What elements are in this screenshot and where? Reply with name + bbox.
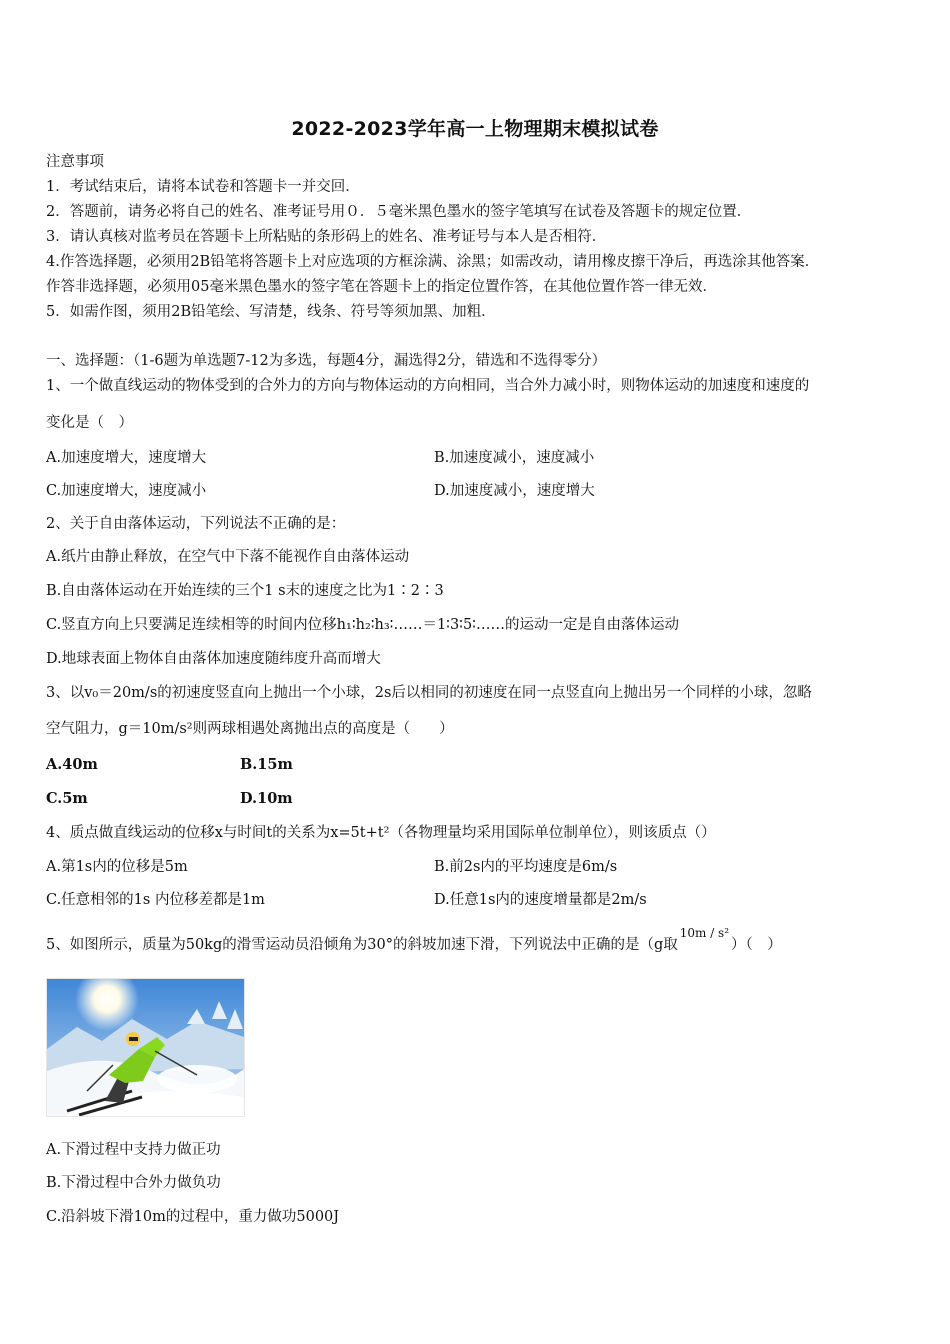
skier-photo [46, 978, 245, 1117]
q1-option-a: A.加速度增大，速度增大 [46, 450, 207, 466]
notice-item-5: 5．如需作图，须用2B铅笔绘、写清楚，线条、符号等须加黑、加粗． [46, 304, 496, 320]
notice-heading: 注意事项 [46, 154, 104, 170]
q3-option-d: D.10m [240, 790, 293, 807]
q1-option-b: B.加速度减小，速度减小 [434, 450, 595, 466]
notice-item-1: 1．考试结束后，请将本试卷和答题卡一并交回． [46, 179, 360, 195]
section-heading: 一、选择题：（1-6题为单选题7-12为多选，每题4分，漏选得2分，错选和不选得零分） [46, 353, 607, 369]
q1-option-d: D.加速度减小，速度增大 [434, 483, 595, 499]
q3-stem-line2: 空气阻力，g＝10m/s²则两球相遇处离抛出点的高度是（ ） [46, 721, 454, 737]
notice-item-4-cont: 作答非选择题，必须用05毫米黑色墨水的签字笔在答题卡上的指定位置作答，在其他位置作答一律无效． [46, 279, 717, 295]
q4-option-d: D.任意1s内的速度增量都是2m/s [434, 892, 647, 908]
q3-option-c: C.5m [46, 790, 88, 807]
q2-stem: 2、关于自由落体运动，下列说法不正确的是： [46, 516, 346, 532]
q4-stem: 4、质点做直线运动的位移x与时间t的关系为x=5t+t²（各物理量均采用国际单位制单位），则该质点（） [46, 825, 716, 841]
q3-option-a: A.40m [46, 756, 98, 773]
q4-option-c: C.任意相邻的1s 内位移差都是1m [46, 892, 265, 908]
q5-option-b: B.下滑过程中合外力做负功 [46, 1175, 221, 1191]
q3-stem-line1: 3、以v₀＝20m/s的初速度竖直向上抛出一个小球，2s后以相同的初速度在同一点竖直向上抛出另一个同样的小球，忽略 [46, 685, 812, 701]
q4-option-a: A.第1s内的位移是5m [46, 859, 188, 875]
q1-stem-line2: 变化是（ ） [46, 415, 133, 431]
q5-unit: 10m / s² [679, 926, 730, 940]
q3-option-b: B.15m [240, 756, 293, 773]
q2-option-c: C.竖直方向上只要满足连续相等的时间内位移h₁∶h₂∶h₃∶……＝1∶3∶5∶……的运动一定是自由落体运动 [46, 617, 679, 633]
q5-stem-end: ）（ ） [731, 937, 782, 953]
q4-option-b: B.前2s内的平均速度是6m/s [434, 859, 618, 875]
q2-option-b: B.自由落体运动在开始连续的三个1 s末的速度之比为1∶2∶3 [46, 583, 444, 599]
q2-option-d: D.地球表面上物体自由落体加速度随纬度升高而增大 [46, 651, 381, 667]
q5-option-c: C.沿斜坡下滑10m的过程中，重力做功5000J [46, 1209, 340, 1225]
q1-option-c: C.加速度增大，速度减小 [46, 483, 207, 499]
q5-stem [46, 926, 782, 955]
notice-item-3: 3．请认真核对监考员在答题卡上所粘贴的条形码上的姓名、准考证号与本人是否相符． [46, 229, 607, 245]
skier-illustration [47, 979, 244, 1116]
page-title: 2022-2023学年高一上物理期末模拟试卷 [291, 118, 659, 140]
q2-option-a: A.纸片由静止释放，在空气中下落不能视作自由落体运动 [46, 549, 410, 565]
notice-item-2: 2．答题前，请务必将自己的姓名、准考证号用０．５毫米黑色墨水的签字笔填写在试卷及答题卡的规定位置． [46, 204, 752, 220]
notice-item-4: 4.作答选择题，必须用2B铅笔将答题卡上对应选项的方框涂满、涂黑；如需改动，请用橡皮擦干净后，再选涂其他答案． [46, 254, 820, 270]
q5-option-a: A.下滑过程中支持力做正功 [46, 1142, 221, 1158]
q1-stem-line1: 1、一个做直线运动的物体受到的合外力的方向与物体运动的方向相同，当合外力减小时，则物体运动的加速度和速度的 [46, 378, 810, 394]
q5-stem-text: 5、如图所示，质量为50kg的滑雪运动员沿倾角为30°的斜坡加速下滑，下列说法中正确的是（g取 [46, 937, 678, 953]
